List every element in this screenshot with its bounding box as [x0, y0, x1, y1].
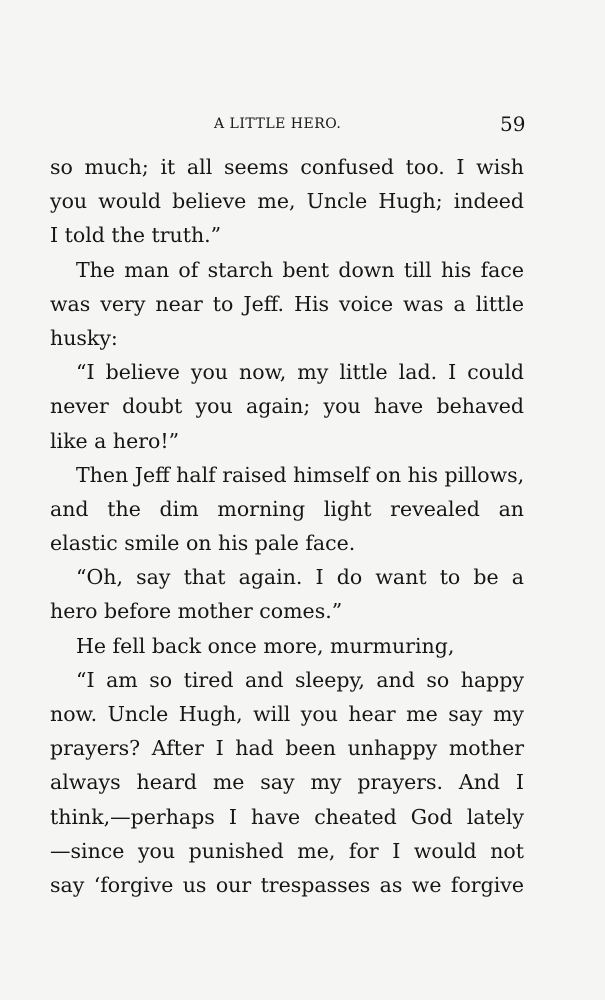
text-line: “I am so tired and sleepy, and so happy — [76, 667, 524, 692]
body-text — [50, 150, 524, 902]
text-line: always heard me say my prayers. And I — [50, 770, 524, 795]
text-line: think,—perhaps I have cheated God lately — [50, 804, 524, 829]
text-line: and the dim morning light revealed an — [50, 496, 524, 521]
text-line: hero before mother comes.” — [50, 599, 343, 624]
text-line: The man of starch bent down till his face — [76, 257, 524, 282]
text-line: say ‘forgive us our trespasses as we forgive — [50, 872, 524, 897]
text-line: so much; it all seems confused too. I wish — [50, 155, 524, 179]
text-line: He fell back once more, murmuring, — [76, 633, 455, 658]
running-title: A LITTLE HERO. — [214, 116, 342, 132]
text-line: —since you punished me, for I would not — [50, 838, 524, 863]
text-line: was very near to Jeff. His voice was a little — [50, 291, 524, 316]
text-line: “Oh, say that again. I do want to be a — [76, 565, 524, 590]
text-line: husky: — [50, 325, 118, 350]
text-line: “I believe you now, my little lad. I could — [76, 360, 524, 385]
running-header — [0, 112, 605, 136]
page-number: 59 — [500, 112, 526, 136]
text-line: never doubt you again; you have behaved — [50, 394, 524, 419]
text-line: Then Jeff half raised himself on his pillows, — [76, 462, 525, 487]
text-line: I told the truth.” — [50, 223, 222, 248]
text-line: like a hero!” — [50, 428, 180, 453]
text-line: elastic smile on his pale face. — [50, 531, 356, 556]
text-line: now. Uncle Hugh, will you hear me say my — [50, 702, 524, 726]
text-line: you would believe me, Uncle Hugh; indeed — [50, 189, 524, 214]
text-line: prayers? After I had been unhappy mother — [50, 736, 524, 761]
